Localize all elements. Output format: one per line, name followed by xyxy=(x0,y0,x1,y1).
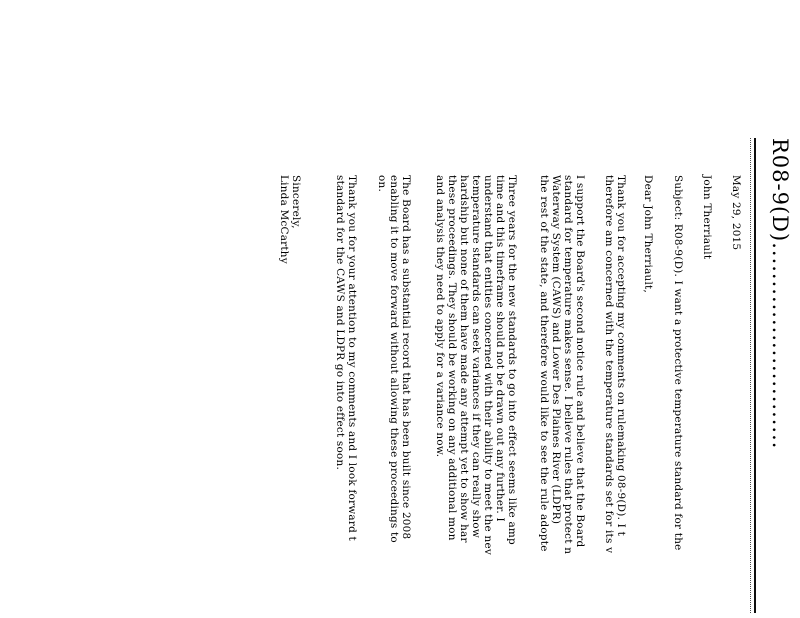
paragraph-line: the rest of the state, and therefore would like to see the rule adopte xyxy=(538,175,550,552)
paragraph-line: therefore am concerned with the temperature standards set for its v xyxy=(603,175,615,554)
paragraph-line: on. xyxy=(376,175,388,193)
letter-closing-block xyxy=(278,175,302,618)
letter-subject: Subject: R08-9(D). I want a protective temperature standard for the xyxy=(672,175,684,551)
paragraph-line: these proceedings. They should be working on any additional mon xyxy=(446,175,458,541)
header-rule-dotted xyxy=(750,138,751,613)
document-header: R08-9(D)........................... xyxy=(768,138,792,450)
paragraph-line: understand that entities concerned with their ability to meet the nev xyxy=(482,175,494,555)
paragraph-line: hardship but none of them have made any attempt yet to show har xyxy=(458,175,470,543)
paragraph-line: Waterway System (CAWS) and Lower Des Plaines River (LDPR) xyxy=(550,175,562,525)
paragraph-4 xyxy=(376,175,412,618)
letter-closing: Sincerely, xyxy=(290,175,302,229)
paragraph-line: I support the Board's second notice rule and believe that the Board xyxy=(574,175,586,548)
paragraph-line: time and this timeframe should not be drawn out any further. I xyxy=(494,175,506,522)
paragraph-line: enabling it to move forward without allowing these proceedings to xyxy=(388,175,400,543)
paragraph-5 xyxy=(334,175,358,618)
paragraph-line: The Board has a substantial record that has been built since 2008 xyxy=(400,175,412,540)
letter-salutation: Dear John Therriault, xyxy=(642,175,654,294)
letter-recipient: John Therriault xyxy=(701,175,713,260)
paragraph-1 xyxy=(603,175,627,618)
paragraph-2 xyxy=(538,175,586,618)
header-rule xyxy=(754,138,756,613)
paragraph-line: Thank you for accepting my comments on rulemaking 08-9(D). I t xyxy=(615,175,627,537)
paragraph-line: standard for temperature makes sense. I believe rules that protect n xyxy=(562,175,574,555)
paragraph-line: Three years for the new standards to go into effect seems like amp xyxy=(506,175,518,545)
paragraph-line: temperature standards can seek variances if they can really show xyxy=(470,175,482,538)
paragraph-3 xyxy=(434,175,518,618)
letter-date: May 29, 2015 xyxy=(730,175,742,251)
paragraph-line: and analysis they need to apply for a variance now. xyxy=(434,175,446,458)
letter-signature-name: Linda McCarthy xyxy=(278,175,290,264)
paragraph-line: Thank you for your attention to my comments and I look forward t xyxy=(346,175,358,541)
paragraph-line: standard for the CAWS and LDPR go into effect soon. xyxy=(334,175,346,471)
